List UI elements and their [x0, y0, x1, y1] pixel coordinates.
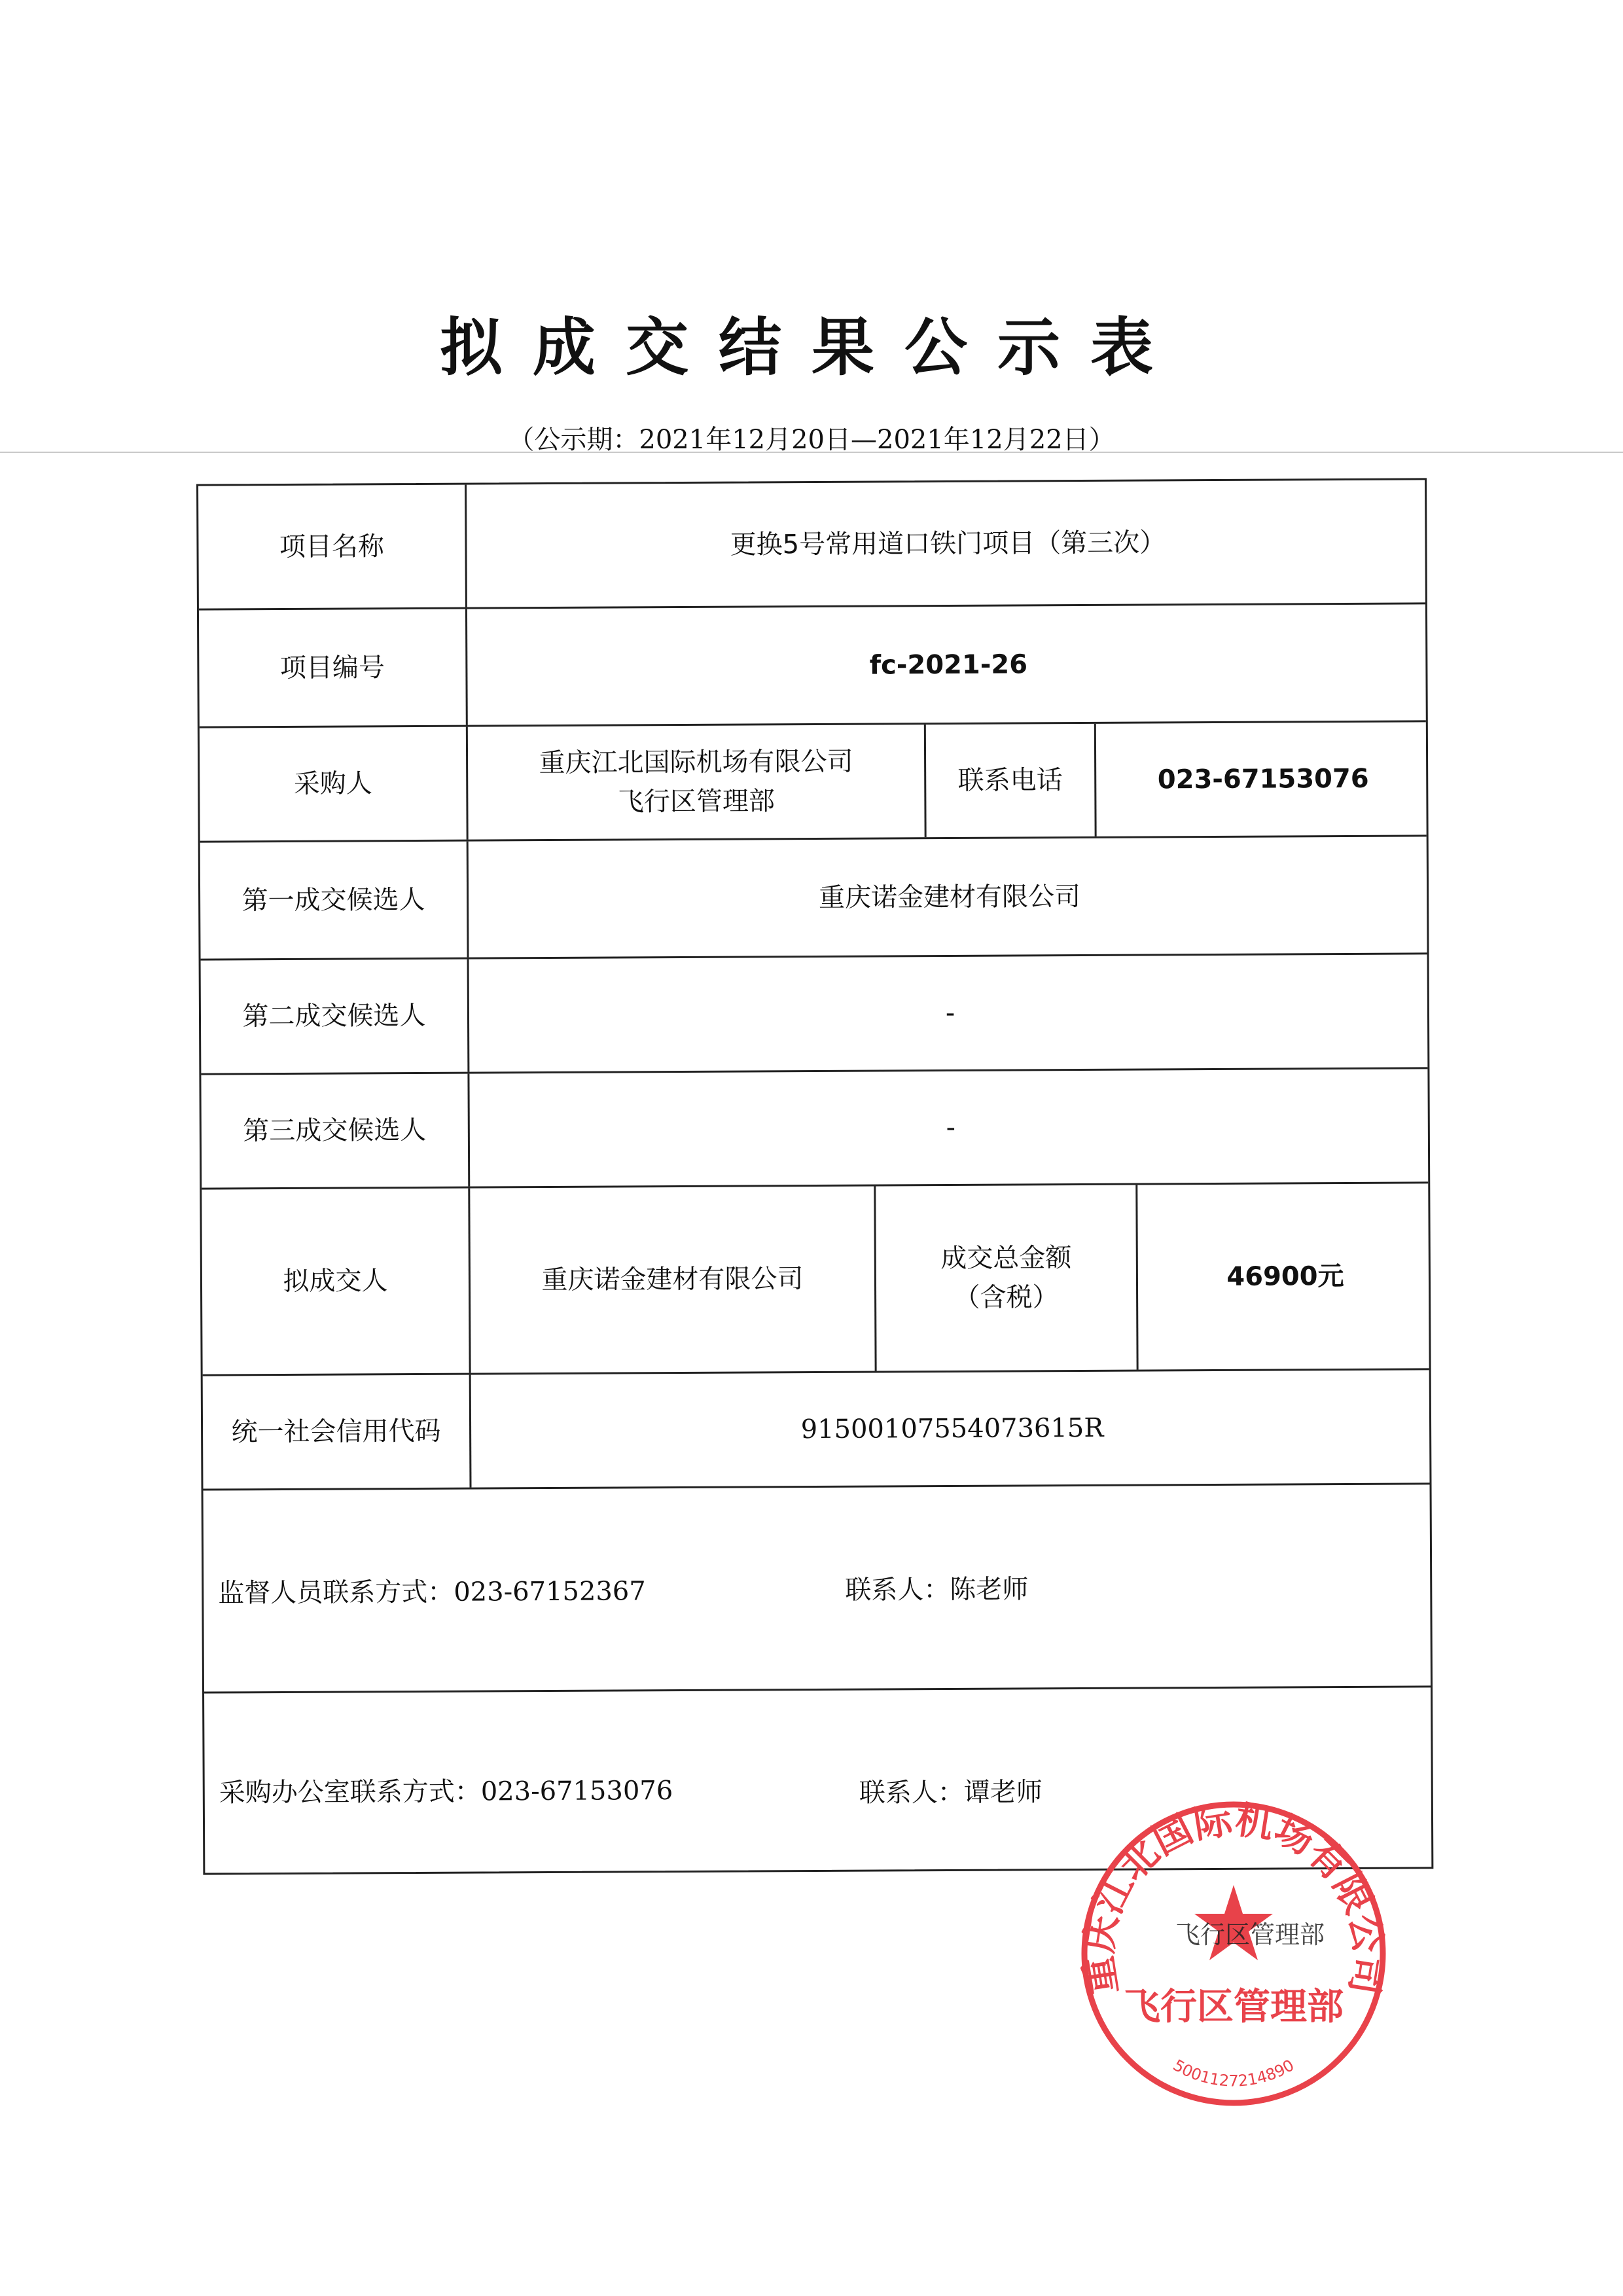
amount-value: 46900元: [1226, 1261, 1344, 1292]
row-supervisor-contact: [204, 1484, 1431, 1693]
purchaser-label: 采购人: [200, 727, 469, 841]
row-third-candidate: [201, 1069, 1428, 1189]
row-first-candidate: [200, 836, 1427, 960]
row-credit-code: [203, 1370, 1430, 1490]
phone-label: 联系电话: [926, 724, 1097, 837]
credit-code-label: 统一社会信用代码: [203, 1375, 472, 1489]
seal-number: 5001127214890: [1169, 2056, 1298, 2090]
row-project-name: [198, 480, 1425, 610]
office-person: 联系人：谭老师: [859, 1777, 1043, 1808]
result-table: [196, 478, 1433, 1874]
document-title: 拟成交结果公示表: [440, 311, 1183, 384]
seal-bottom-text: 飞行区管理部: [1124, 1986, 1344, 2028]
row-project-number: [199, 604, 1426, 728]
project-name-value: 更换5号常用道口铁门项目（第三次）: [730, 527, 1166, 560]
winner-value: 重庆诺金建材有限公司: [470, 1187, 876, 1373]
seal-overlap-text: 飞行区管理部: [1175, 1920, 1325, 1949]
row-winner: [202, 1183, 1429, 1376]
project-number-label: 项目编号: [199, 609, 468, 726]
purchaser-line-2: 飞行区管理部: [617, 786, 776, 817]
supervisor-contact: 监督人员联系方式：023-67152367: [218, 1576, 646, 1609]
row-second-candidate: [201, 954, 1428, 1075]
amount-label: [876, 1185, 1138, 1371]
purchaser-line-1: 重庆江北国际机场有限公司: [539, 746, 853, 779]
row-purchaser: [200, 722, 1427, 842]
first-candidate-label: 第一成交候选人: [200, 842, 469, 959]
third-candidate-value: -: [946, 1112, 956, 1143]
purchaser-value: [468, 725, 927, 839]
publicity-period: （公示期：2021年12月20日—2021年12月22日）: [508, 425, 1115, 455]
amount-label-line-1: 成交总金额: [940, 1243, 1072, 1274]
third-candidate-label: 第三成交候选人: [201, 1074, 470, 1188]
project-name-label: 项目名称: [198, 485, 467, 609]
second-candidate-label: 第二成交候选人: [201, 960, 470, 1073]
first-candidate-value: 重庆诺金建材有限公司: [818, 881, 1081, 913]
seal-ring-text: 重庆江北国际机场有限公司: [1076, 1797, 1391, 1998]
official-seal: [1073, 1793, 1394, 2114]
phone-value: 023-67153076: [1157, 763, 1369, 795]
credit-code-value: 91500107554073615R: [800, 1412, 1104, 1445]
amount-label-line-2: （含税）: [954, 1282, 1059, 1313]
project-number-value: fc-2021-26: [869, 649, 1028, 681]
supervisor-person: 联系人：陈老师: [845, 1574, 1029, 1605]
second-candidate-value: -: [945, 997, 955, 1029]
winner-label: 拟成交人: [202, 1189, 471, 1374]
office-contact: 采购办公室联系方式：023-67153076: [219, 1776, 673, 1808]
